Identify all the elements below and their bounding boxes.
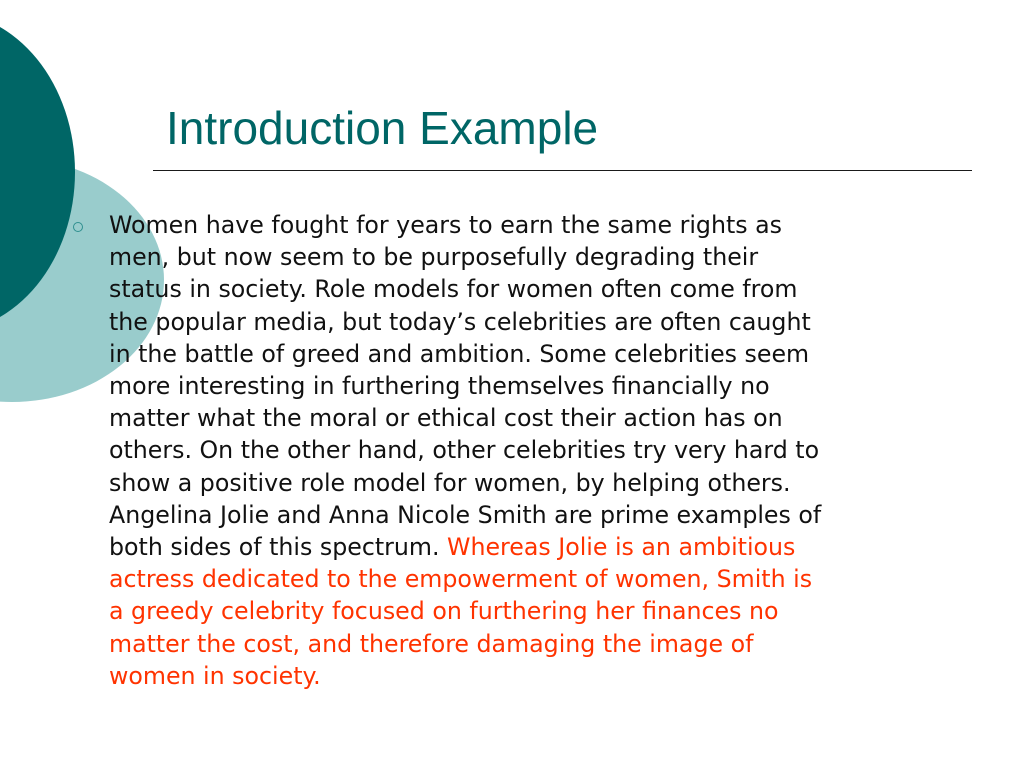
highlighted-line: actress dedicated to the empowerment of women, Smith is <box>109 565 813 594</box>
body-line: status in society. Role models for women often come from <box>109 275 798 304</box>
body-line: others. On the other hand, other celebrities try very hard to <box>109 436 820 465</box>
body-paragraph <box>109 209 1021 692</box>
body-line: more interesting in furthering themselves financially no <box>109 372 770 401</box>
highlighted-line: a greedy celebrity focused on furthering her finances no <box>109 597 779 626</box>
body-line: the popular media, but today’s celebrities are often caught <box>109 307 811 336</box>
hollow-circle-bullet-icon <box>73 222 83 232</box>
body-line: show a positive role model for women, by helping others. <box>109 468 791 497</box>
highlighted-line: Whereas Jolie is an ambitious <box>447 533 796 562</box>
body-line: in the battle of greed and ambition. Some celebrities seem <box>109 339 810 368</box>
body-line: both sides of this spectrum. <box>109 533 448 562</box>
body-line: Angelina Jolie and Anna Nicole Smith are prime examples of <box>109 500 822 529</box>
body-line: Women have fought for years to earn the same rights as <box>109 211 782 239</box>
body-line: men, but now seem to be purposefully degrading their <box>109 243 759 272</box>
body-line: matter what the moral or ethical cost their action has on <box>109 404 783 433</box>
highlighted-line: women in society. <box>109 661 321 690</box>
title-divider <box>153 170 972 171</box>
highlighted-line: matter the cost, and therefore damaging the image of <box>109 629 754 658</box>
slide-title: Introduction Example <box>166 102 599 154</box>
